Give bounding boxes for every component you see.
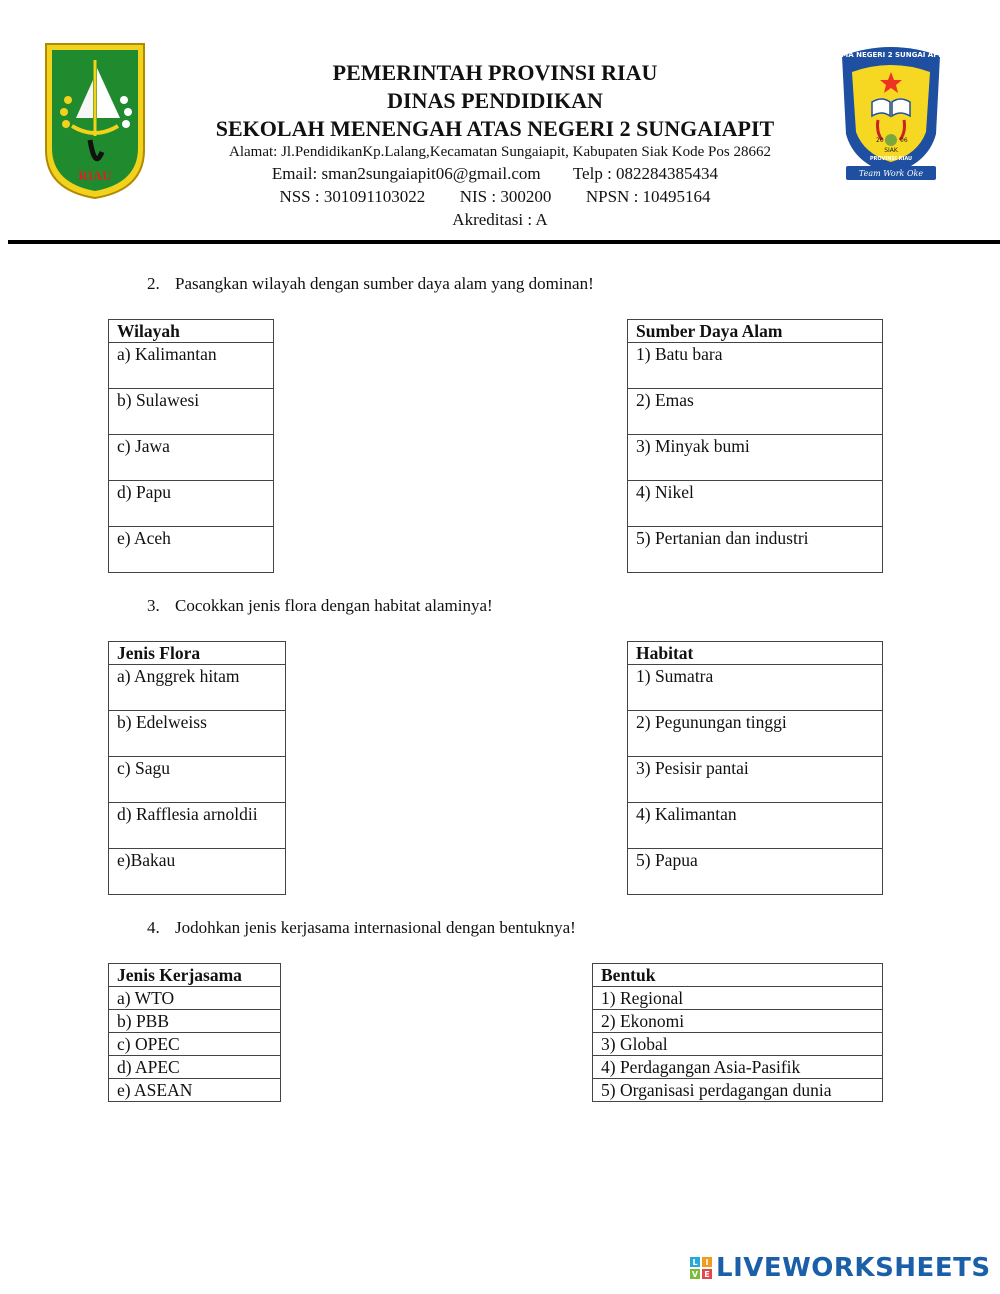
school-logo-year-right: 06 (900, 137, 908, 144)
table-cell: b) PBB (109, 1010, 281, 1033)
header-ids (180, 187, 810, 207)
q2-right-header: Sumber Daya Alam (628, 320, 883, 343)
q4-left-header: Jenis Kerjasama (109, 964, 281, 987)
table-cell: a) Kalimantan (109, 343, 274, 389)
liveworksheets-logo[interactable] (690, 1253, 991, 1283)
table-cell: c) Sagu (109, 757, 286, 803)
school-logo-siak: SIAK (884, 147, 898, 154)
q3-right-table (627, 641, 883, 895)
table-cell: c) Jawa (109, 435, 274, 481)
header-line-1: PEMERINTAH PROVINSI RIAU (332, 60, 658, 85)
table-cell: b) Sulawesi (109, 389, 274, 435)
q4-left-table (108, 963, 281, 1102)
riau-emblem-logo (40, 40, 150, 202)
table-cell: 4) Kalimantan (628, 803, 883, 849)
q3-left-table (108, 641, 286, 895)
question-3-number: 3. (147, 596, 160, 615)
table-cell: 2) Pegunungan tinggi (628, 711, 883, 757)
table-cell: 1) Regional (593, 987, 883, 1010)
liveworksheets-brand-text: LIVEWORKSHEETS (716, 1253, 991, 1283)
header-divider (8, 240, 1000, 244)
header-akreditasi: Akreditasi : A (452, 210, 548, 229)
table-cell: b) Edelweiss (109, 711, 286, 757)
table-cell: 3) Minyak bumi (628, 435, 883, 481)
school-logo-province: PROVINSI RIAU (869, 156, 913, 162)
question-4-number: 4. (147, 918, 160, 937)
table-cell: a) WTO (109, 987, 281, 1010)
header-contact (180, 164, 810, 184)
question-4-text: Jodohkan jenis kerjasama internasional dengan bentuknya! (175, 918, 576, 937)
table-cell: 4) Perdagangan Asia-Pasifik (593, 1056, 883, 1079)
table-cell: 5) Pertanian dan industri (628, 527, 883, 573)
table-cell: 1) Sumatra (628, 665, 883, 711)
header-email: Email: sman2sungaiapit06@gmail.com (271, 164, 541, 183)
header-nss: NSS : 301091103022 (279, 187, 426, 206)
table-cell: 2) Emas (628, 389, 883, 435)
table-cell: 2) Ekonomi (593, 1010, 883, 1033)
q4-right-table (592, 963, 883, 1102)
question-4 (147, 918, 576, 938)
q2-left-table (108, 319, 274, 573)
table-cell: e) ASEAN (109, 1079, 281, 1102)
table-cell: e) Aceh (109, 527, 274, 573)
riau-logo-text: RIAU (78, 168, 112, 183)
header-line-2: DINAS PENDIDIKAN (387, 88, 603, 113)
table-cell: a) Anggrek hitam (109, 665, 286, 711)
question-2-number: 2. (147, 274, 160, 293)
table-cell: d) APEC (109, 1056, 281, 1079)
header-nis: NIS : 300200 (459, 187, 552, 206)
question-2 (147, 274, 594, 294)
question-3 (147, 596, 493, 616)
table-cell: 3) Global (593, 1033, 883, 1056)
q3-right-header: Habitat (628, 642, 883, 665)
q2-right-table (627, 319, 883, 573)
table-cell: 4) Nikel (628, 481, 883, 527)
school-emblem-logo (832, 42, 950, 184)
header-telp: Telp : 082284385434 (572, 164, 719, 183)
q2-left-header: Wilayah (109, 320, 274, 343)
table-cell: c) OPEC (109, 1033, 281, 1056)
school-logo-banner: Team Work Oke (858, 169, 924, 178)
table-cell: 3) Pesisir pantai (628, 757, 883, 803)
header-npsn: NPSN : 10495164 (585, 187, 711, 206)
table-cell: d) Papu (109, 481, 274, 527)
table-cell: d) Rafflesia arnoldii (109, 803, 286, 849)
question-2-text: Pasangkan wilayah dengan sumber daya alam yang dominan! (175, 274, 594, 293)
table-cell: 5) Organisasi perdagangan dunia (593, 1079, 883, 1102)
q3-left-header: Jenis Flora (109, 642, 286, 665)
table-cell: e)Bakau (109, 849, 286, 895)
header-address: Alamat: Jl.PendidikanKp.Lalang,Kecamatan Sungaiapit, Kabupaten Siak Kode Pos 28662 (229, 144, 771, 160)
school-logo-year-left: 20 (876, 137, 884, 144)
q4-right-header: Bentuk (593, 964, 883, 987)
table-cell: 5) Papua (628, 849, 883, 895)
question-3-text: Cocokkan jenis flora dengan habitat alaminya! (175, 596, 493, 615)
header-line-3: SEKOLAH MENENGAH ATAS NEGERI 2 SUNGAIAPIT (215, 116, 775, 141)
liveworksheets-mark-icon: L I V E (690, 1257, 712, 1279)
school-logo-ring-text: SMA NEGERI 2 SUNGAI APIT (836, 51, 946, 59)
table-cell: 1) Batu bara (628, 343, 883, 389)
